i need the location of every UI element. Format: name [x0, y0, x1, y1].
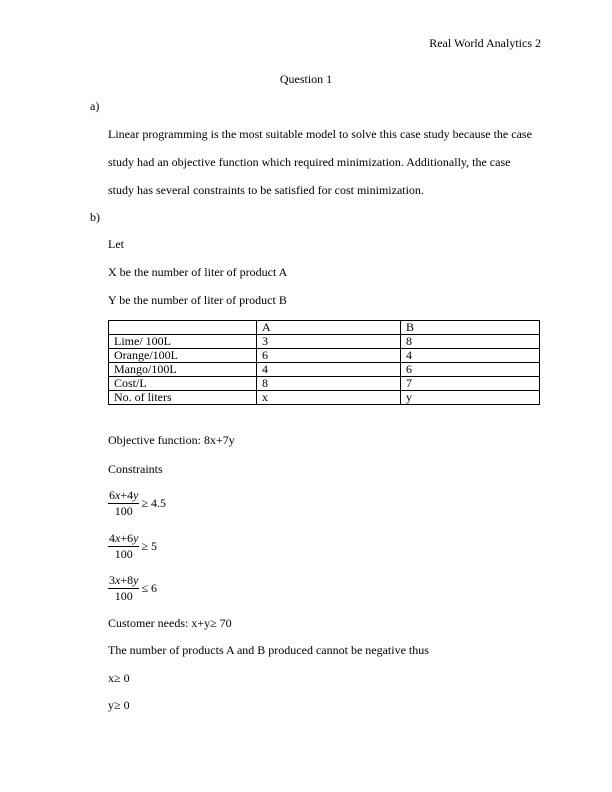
question-title: Question 1: [279, 72, 333, 86]
running-head: Real World Analytics 2: [429, 36, 541, 50]
table-header-cell: [109, 321, 257, 335]
table-row: [109, 335, 540, 349]
constraint-denominator: 100: [114, 589, 133, 603]
table-cell: 3: [257, 335, 401, 349]
let-text: Let: [108, 237, 124, 251]
table-cell: 6: [257, 349, 401, 363]
objective-function: Objective function: 8x+7y: [108, 433, 235, 447]
table-cell: y: [401, 391, 540, 405]
table-cell: Lime/ 100L: [109, 335, 257, 349]
constraint-relation: ≤ 6: [141, 581, 158, 595]
table-row: [109, 363, 540, 377]
non-negative-note: The number of products A and B produced cannot be negative thus: [108, 643, 429, 657]
constraint-relation: ≥ 4.5: [141, 496, 167, 510]
part-b-label: b): [90, 210, 100, 224]
table-cell: x: [257, 391, 401, 405]
table-cell: Cost/L: [109, 377, 257, 391]
constraint-numerator: 4x+6y: [109, 531, 139, 545]
product-table: [108, 320, 540, 405]
table-cell: 8: [401, 335, 540, 349]
constraint-numerator: 3x+8y: [109, 573, 139, 587]
table-header-row: [109, 321, 540, 335]
table-cell: Mango/100L: [109, 363, 257, 377]
customer-needs: Customer needs: x+y≥ 70: [108, 616, 232, 630]
constraints-heading: Constraints: [108, 462, 163, 476]
definition-y: Y be the number of liter of product B: [108, 293, 287, 307]
table-row: [109, 391, 540, 405]
part-a-line: study had an objective function which required minimization. Additionally, the case: [108, 155, 511, 169]
constraint-relation: ≥ 5: [141, 539, 158, 553]
constraint-denominator: 100: [114, 504, 133, 518]
constraint-numerator: 6x+4y: [109, 488, 139, 502]
table-cell: 4: [257, 363, 401, 377]
constraint-denominator: 100: [114, 547, 133, 561]
x-nonnegativity: x≥ 0: [108, 671, 130, 685]
y-nonnegativity: y≥ 0: [108, 698, 130, 712]
definition-x: X be the number of liter of product A: [108, 265, 288, 279]
constraint-mango: [108, 574, 157, 603]
table-row: [109, 377, 540, 391]
table-header-cell: B: [401, 321, 540, 335]
constraint-lime: [108, 489, 166, 518]
constraint-orange: [108, 532, 157, 561]
table-cell: Orange/100L: [109, 349, 257, 363]
table-cell: 7: [401, 377, 540, 391]
table-header-cell: A: [257, 321, 401, 335]
part-a-label: a): [90, 99, 100, 113]
table-cell: No. of liters: [109, 391, 257, 405]
table-cell: 8: [257, 377, 401, 391]
table-row: [109, 349, 540, 363]
part-a-line: study has several constraints to be satisfied for cost minimization.: [108, 183, 424, 197]
part-a-line: Linear programming is the most suitable model to solve this case study because the case: [108, 127, 532, 141]
table-cell: 6: [401, 363, 540, 377]
table-cell: 4: [401, 349, 540, 363]
